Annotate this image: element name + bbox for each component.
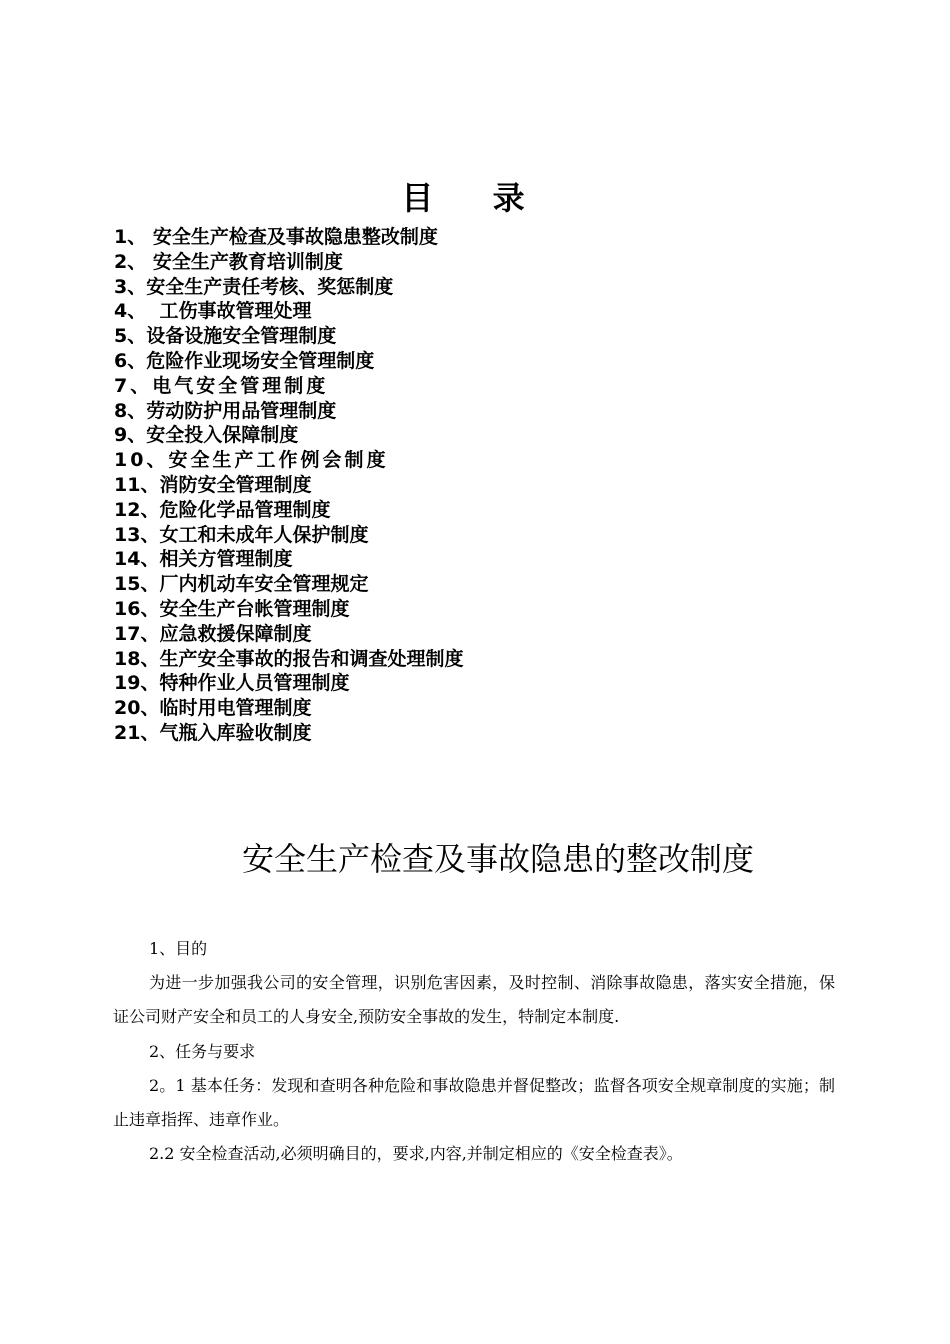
toc-title: 目 录 [401, 179, 549, 217]
toc-item-8: 8、劳动防护用品管理制度 [114, 399, 337, 422]
toc-item-3: 3、安全生产责任考核、奖惩制度 [114, 275, 394, 298]
toc-item-19: 19、特种作业人员管理制度 [114, 672, 350, 695]
toc-item-5: 5、设备设施安全管理制度 [114, 325, 337, 348]
section-heading-tasks: 2、任务与要求 [149, 1041, 256, 1061]
toc-item-11: 11、消防安全管理制度 [114, 473, 312, 496]
toc-item-6: 6、危险作业现场安全管理制度 [114, 349, 375, 372]
document-title: 安全生产检查及事故隐患的整改制度 [241, 840, 754, 878]
section-heading-purpose: 1、目的 [149, 939, 208, 958]
toc-item-21: 21、气瓶入库验收制度 [114, 721, 312, 744]
toc-list [114, 225, 463, 746]
toc-item-9: 9、安全投入保障制度 [114, 424, 299, 447]
paragraph-purpose: 为进一步加强我公司的安全管理，识别危害因素，及时控制、消除事故隐患，落实安全措施，保证公司财产安全和员工的人身安全,预防安全事故的发生，特制定本制度. [113, 973, 835, 1027]
toc-item-20: 20、临时用电管理制度 [114, 697, 312, 720]
toc-item-10: 10、安全生产工作例会制度 [114, 449, 389, 472]
toc-item-18: 18、生产安全事故的报告和调查处理制度 [114, 647, 464, 670]
toc-item-1: 1、 安全生产检查及事故隐患整改制度 [114, 226, 438, 248]
toc-item-12: 12、危险化学品管理制度 [114, 498, 331, 521]
toc-item-15: 15、厂内机动车安全管理规定 [114, 573, 369, 596]
document-body [113, 932, 835, 1171]
paragraph-inspection-activities: 2.2 安全检查活动,必须明确目的，要求,内容,并制定相应的《安全检查表》。 [149, 1144, 683, 1164]
toc-item-17: 17、应急救援保障制度 [114, 622, 312, 645]
toc-item-13: 13、女工和未成年人保护制度 [114, 523, 369, 546]
paragraph-basic-tasks: 2。1 基本任务：发现和查明各种危险和事故隐患并督促整改；监督各项安全规章制度的实施；制止违章指挥、违章作业。 [113, 1075, 835, 1130]
toc-item-14: 14、相关方管理制度 [114, 548, 293, 571]
toc-item-16: 16、安全生产台帐管理制度 [114, 597, 350, 620]
toc-item-4: 4、 工伤事故管理处理 [114, 300, 312, 323]
toc-item-7: 7、电气安全管理制度 [114, 374, 329, 397]
toc-item-2: 2、 安全生产教育培训制度 [114, 250, 343, 273]
